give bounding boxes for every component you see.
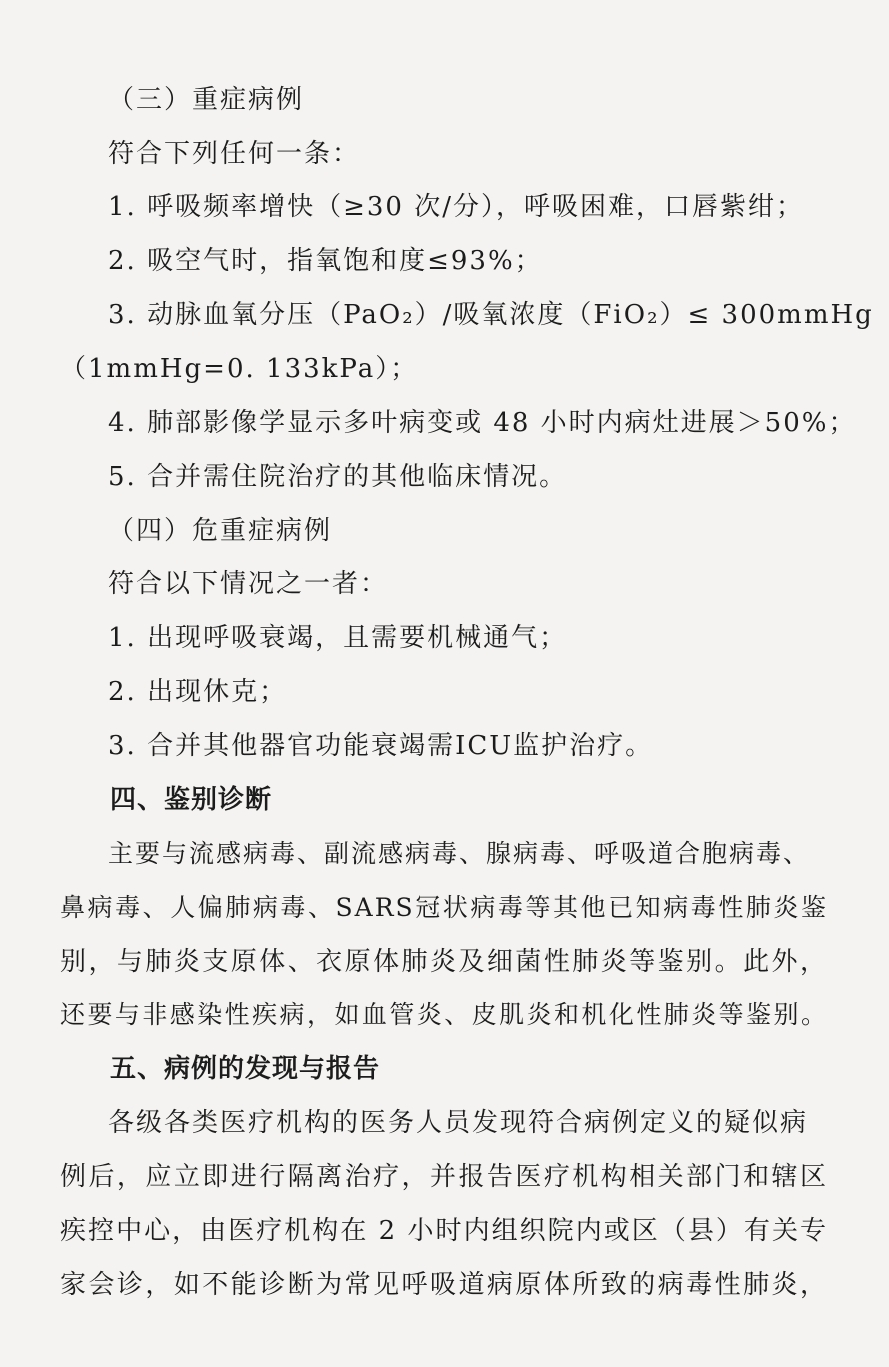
critical-criterion-3: 3. 合并其他器官功能衰竭需ICU监护治疗。: [108, 731, 654, 761]
severe-criterion-3: 3. 动脉血氧分压（PaO₂）/吸氧浓度（FiO₂）≤ 300mmHg: [108, 300, 874, 330]
subheading-severe-cases: （三）重症病例: [108, 85, 305, 115]
section-heading-case-reporting: 五、病例的发现与报告: [110, 1054, 381, 1084]
severe-criterion-5: 5. 合并需住院治疗的其他临床情况。: [108, 462, 568, 492]
severe-criterion-1: 1. 呼吸频率增快（≥30 次/分），呼吸困难，口唇紫绀；: [108, 192, 804, 222]
subheading-critical-cases: （四）危重症病例: [108, 516, 333, 546]
critical-criteria-intro: 符合以下情况之一者：: [108, 569, 389, 599]
reporting-paragraph-line-1: 各级各类医疗机构的医务人员发现符合病例定义的疑似病: [108, 1108, 809, 1138]
severe-criteria-intro: 符合下列任何一条：: [108, 139, 361, 169]
severe-criterion-4: 4. 肺部影像学显示多叶病变或 48 小时内病灶进展＞50%；: [108, 408, 857, 438]
reporting-paragraph-line-3: 疾控中心，由医疗机构在 2 小时内组织院内或区（县）有关专: [60, 1216, 828, 1246]
critical-criterion-1: 1. 出现呼吸衰竭，且需要机械通气；: [108, 623, 568, 653]
section-heading-differential-diagnosis: 四、鉴别诊断: [110, 785, 273, 815]
differential-paragraph-line-1: 主要与流感病毒、副流感病毒、腺病毒、呼吸道合胞病毒、: [108, 839, 811, 868]
reporting-paragraph-line-4: 家会诊，如不能诊断为常见呼吸道病原体所致的病毒性肺炎，: [60, 1270, 828, 1300]
differential-paragraph-line-2: 鼻病毒、人偏肺病毒、SARS冠状病毒等其他已知病毒性肺炎鉴: [60, 893, 828, 922]
critical-criterion-2: 2. 出现休克；: [108, 677, 288, 707]
severe-criterion-3-continued: （1mmHg=0. 133kPa）；: [60, 354, 419, 384]
severe-criterion-2: 2. 吸空气时，指氧饱和度≤93%；: [108, 246, 543, 276]
reporting-paragraph-line-2: 例后，应立即进行隔离治疗，并报告医疗机构相关部门和辖区: [60, 1162, 828, 1192]
differential-paragraph-line-3: 别，与肺炎支原体、衣原体肺炎及细菌性肺炎等鉴别。此外，: [60, 947, 828, 977]
differential-paragraph-line-4: 还要与非感染性疾病，如血管炎、皮肌炎和机化性肺炎等鉴别。: [60, 1000, 828, 1029]
